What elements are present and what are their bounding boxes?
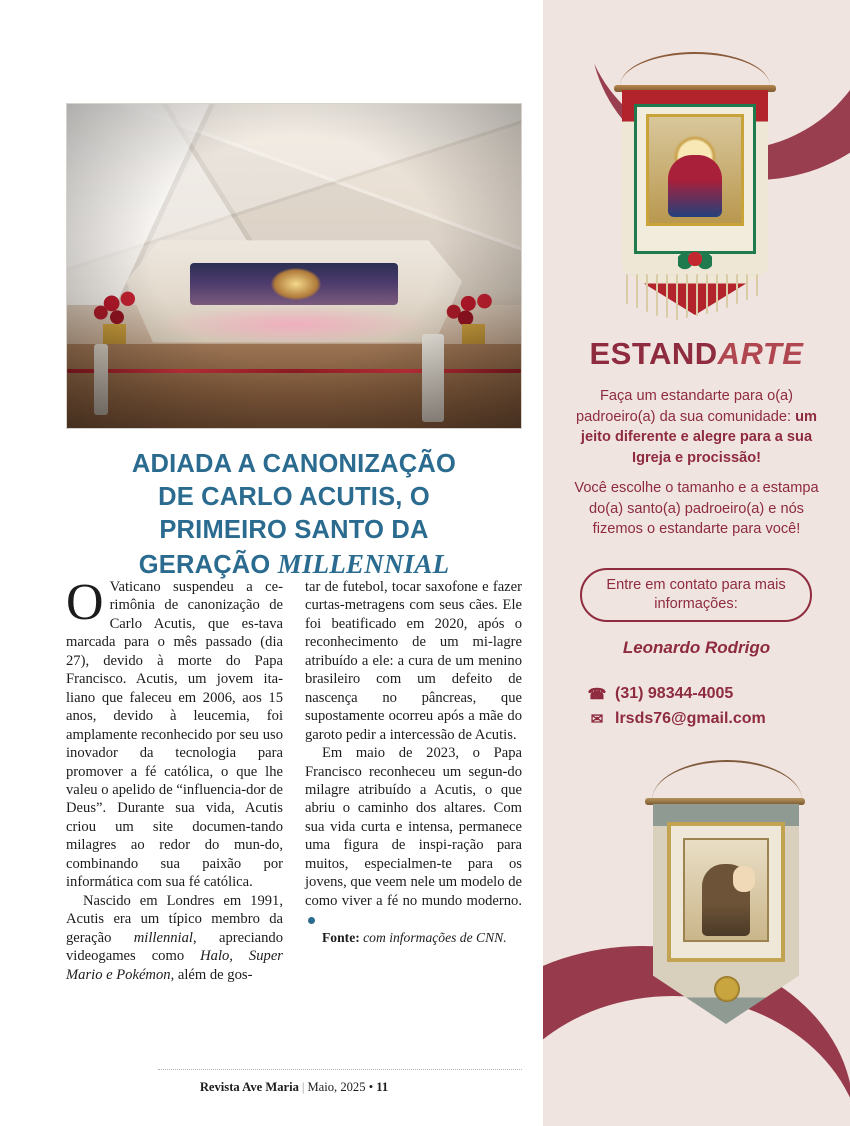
article-paragraph-2-italic-1: millennial bbox=[133, 929, 193, 946]
article-photo bbox=[66, 103, 522, 429]
article-column-right bbox=[305, 578, 522, 1033]
article-paragraph-1-text: Vaticano suspendeu a ce-rimônia de canonização de Carlo Acutis, que es-tava marcada para o mês passado (dia 27), devido à morte do Papa Francisco. Acutis, um jovem ita-liano que faleceu em 2006, aos 15 anos, devido à leucemia, foi amplamente reconhecido por seu uso inovador da tecnologia para promover a fé católica, o que lhe valeu o apelido de “influencia-dor de Deus”. Durante sua vida, Acutis criou um site documen-tando milagres ao redor do mun-do, combinando sua paixão por informática com sua fé católica. bbox=[66, 579, 283, 891]
article-paragraph-2-a: Nascido em Londres em 1991, Acutis era um típico membro da geração bbox=[66, 892, 283, 946]
footer-dot: • bbox=[368, 1080, 374, 1094]
page-title bbox=[66, 448, 522, 583]
child-jesus-figure bbox=[733, 866, 755, 892]
banner2-cord-icon bbox=[652, 760, 802, 800]
advertisement-panel bbox=[543, 0, 850, 1126]
footer-magazine: Revista Ave Maria bbox=[199, 1080, 299, 1094]
saint-figure bbox=[668, 155, 722, 217]
page-footer bbox=[66, 1080, 522, 1095]
banner2-rod bbox=[645, 798, 805, 805]
drop-cap: O bbox=[66, 574, 104, 631]
footer-separator: | bbox=[301, 1080, 305, 1094]
banner-cord-icon bbox=[620, 52, 770, 86]
ad-title bbox=[543, 336, 850, 372]
article-paragraph-1 bbox=[66, 574, 283, 892]
ad-phone-number: (31) 98344-4005 bbox=[615, 685, 734, 702]
headline-line-1: ADIADA A CANONIZAÇÃO bbox=[131, 450, 457, 478]
ad-paragraph-1-text: Faça um estandarte para o(a) padroeiro(a) da sua comunidade: bbox=[576, 388, 796, 425]
article-paragraph-3: tar de futebol, tocar saxofone e fazer curtas-metragens com seus cães. Ele foi beatificado em 2020, após o reconhecimento de um mi-lagre atribuído a ele: a cura de um menino brasileiro com um defeito de nascença no pâncreas, que supostamente ocorreu após a mãe do garoto pedir a intercessão de Acutis. bbox=[305, 579, 522, 743]
footer-page-number: 11 bbox=[376, 1080, 389, 1094]
banner-flower-motif bbox=[678, 248, 712, 270]
envelope-icon: ✉ bbox=[590, 710, 604, 728]
contact-cta-button[interactable]: Entre em contato para mais informações: bbox=[580, 568, 812, 622]
banner-image-bottom bbox=[639, 760, 815, 1060]
ad-phone-row[interactable] bbox=[587, 682, 817, 707]
source-text: com informações de CNN. bbox=[359, 929, 507, 945]
footer-divider bbox=[158, 1069, 522, 1070]
article-body bbox=[66, 574, 522, 1033]
footer-issue: Maio, 2025 bbox=[307, 1080, 366, 1094]
headline-line-4-italic: MILLENNIAL bbox=[277, 549, 450, 580]
ad-contact-name: Leonardo Rodrigo bbox=[622, 638, 771, 657]
phone-icon: ☎ bbox=[587, 685, 607, 703]
ad-title-main: ESTAND bbox=[589, 336, 718, 371]
ad-email-address: lrsds76@gmail.com bbox=[615, 709, 766, 727]
banner-fringe bbox=[622, 274, 768, 326]
headline-line-4: GERAÇÃO bbox=[138, 551, 278, 580]
article-column-left bbox=[66, 574, 284, 1033]
article-paragraph-4 bbox=[305, 744, 522, 929]
ad-contact-details bbox=[587, 682, 817, 732]
article-paragraph-4-text: Em maio de 2023, o Papa Francisco reconheceu um segun-do milagre atribuído a Acutis, o que abriu o caminho dos altares. Com sua vida curta e intensa, permanece uma figura de inspi-ração para muitos, especialmen-te para os jovens, que veem nele um modelo de como viver a fé no mundo moderno. bbox=[305, 745, 522, 909]
ad-paragraph-1 bbox=[565, 386, 828, 469]
headline-line-2: DE CARLO ACUTIS, O bbox=[158, 483, 430, 512]
banner-saint-image bbox=[646, 114, 744, 226]
ad-title-accent: ARTE bbox=[717, 336, 804, 371]
ad-paragraph-1-bold: um jeito diferente e alegre para a sua Igreja e procissão! bbox=[580, 408, 817, 467]
photo-vignette bbox=[67, 104, 521, 428]
article-source bbox=[305, 929, 522, 946]
banner2-saint-image bbox=[683, 838, 769, 942]
source-label: Fonte: bbox=[322, 929, 360, 945]
banner-image-top bbox=[610, 52, 780, 352]
article-paragraph-2 bbox=[66, 892, 283, 984]
article-paragraph-2-b: , apreciando videogames como bbox=[66, 929, 284, 965]
end-mark-icon bbox=[308, 917, 315, 924]
banner2-emblem-icon bbox=[714, 976, 740, 1002]
ad-paragraph-2: Você escolhe o tamanho e a estampa do(a) santo(a) padroeiro(a) e nós fizemos o estandarte para você! bbox=[574, 480, 819, 538]
headline-line-3: PRIMEIRO SANTO DA bbox=[159, 516, 429, 545]
article-paragraph-2-c: , além de gos- bbox=[170, 966, 253, 983]
ad-email-row[interactable] bbox=[587, 707, 817, 732]
article-paragraph-2-italic-2: Halo, Super Mario e Pokémon bbox=[66, 948, 283, 983]
